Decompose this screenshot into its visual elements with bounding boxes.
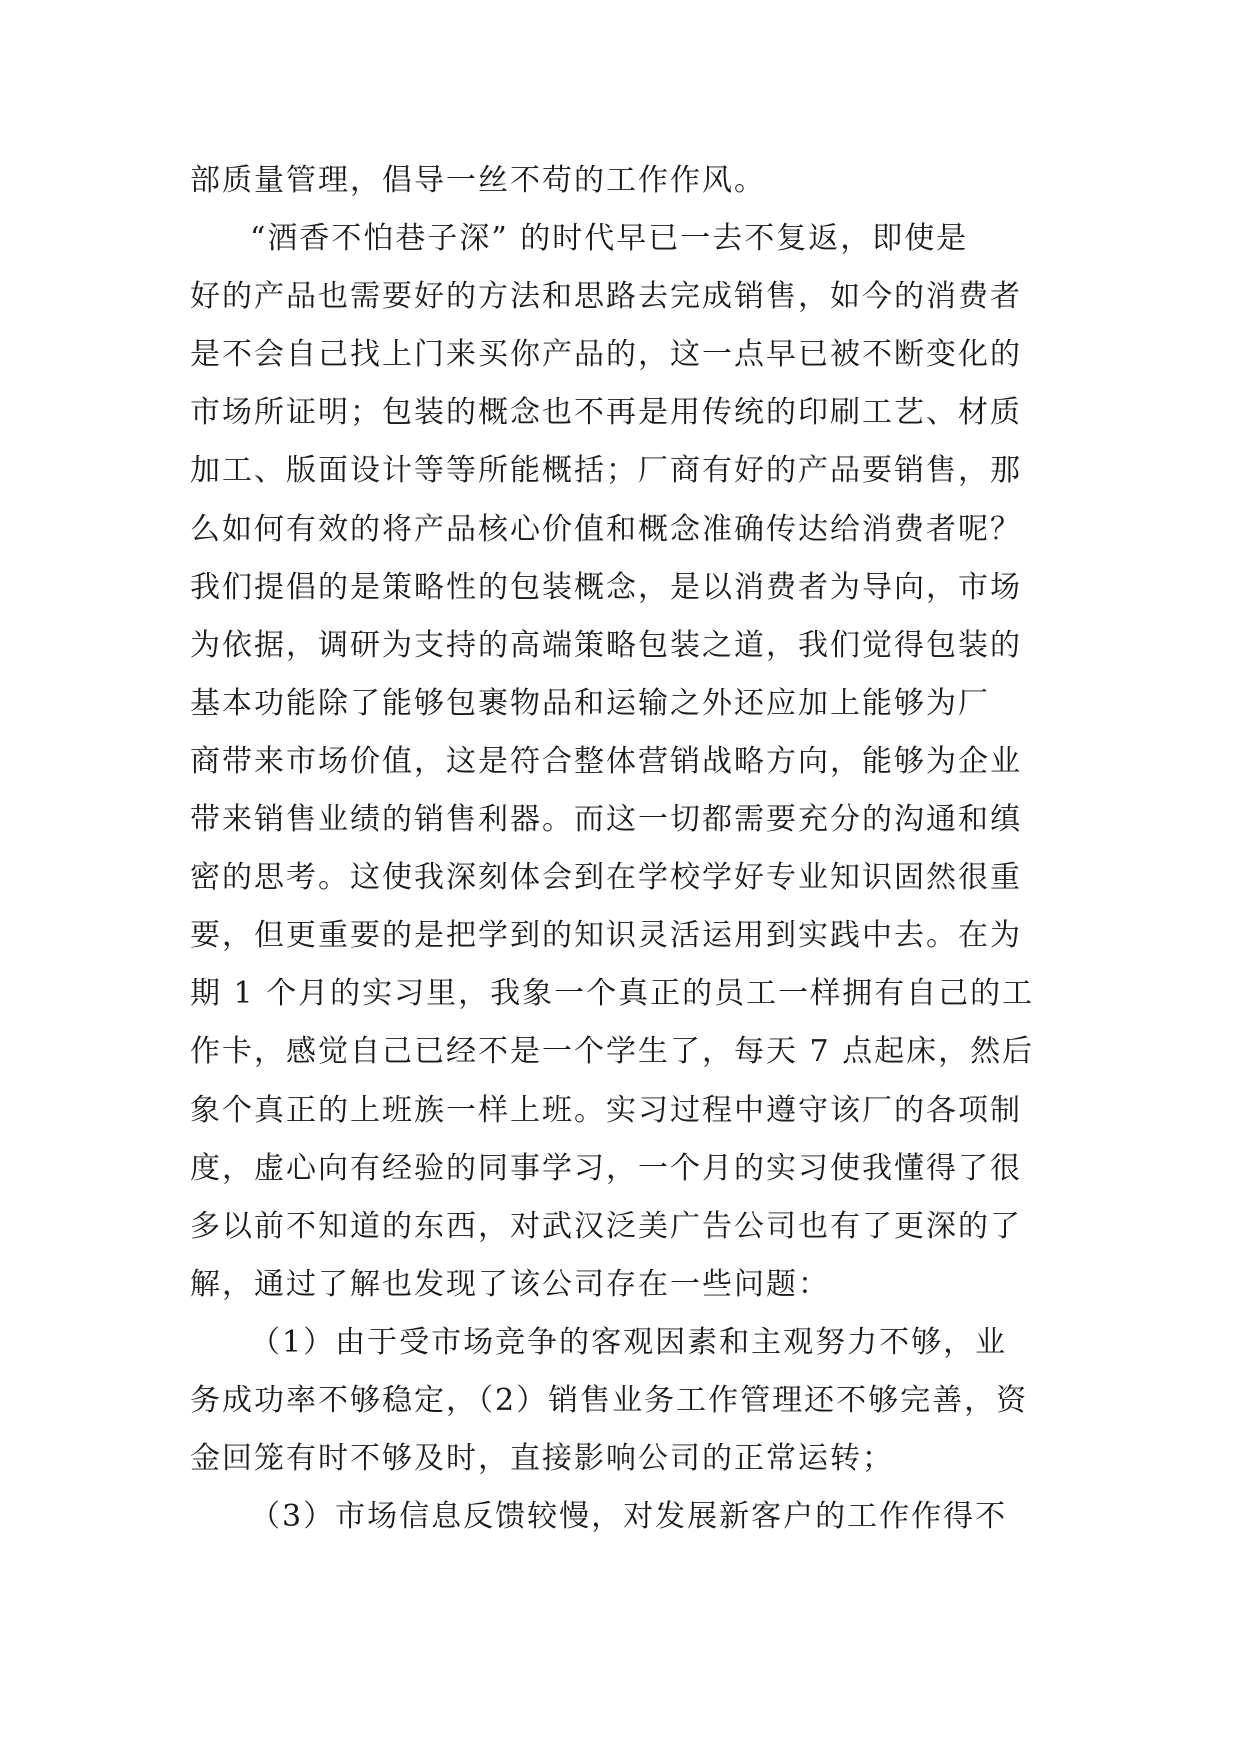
text-line: 么如何有效的将产品核心价值和概念准确传达给消费者呢？ <box>190 511 1022 547</box>
text-line: 带来销售业绩的销售利器。而这一切都需要充分的沟通和缜 <box>190 802 1022 838</box>
paragraph-start-line: “酒香不怕巷子深” 的时代早已一去不复返，即使是 <box>250 221 969 257</box>
text-line: 密的思考。这使我深刻体会到在学校学好专业知识固然很重 <box>190 860 1022 896</box>
text-line: 多以前不知道的东西，对武汉泛美广告公司也有了更深的了 <box>190 1208 1022 1244</box>
text-line: 为依据，调研为支持的高端策略包装之道，我们觉得包装的 <box>190 627 1022 663</box>
text-line: 务成功率不够稳定，（2）销售业务工作管理还不够完善，资 <box>190 1382 1029 1418</box>
paragraph-start-line: （1）由于受市场竞争的客观因素和主观努力不够，业 <box>250 1324 1008 1360</box>
text-line: 部质量管理，倡导一丝不苟的工作作风。 <box>190 163 766 198</box>
text-line: 作卡，感觉自己已经不是一个学生了，每天 7 点起床，然后 <box>190 1034 1035 1070</box>
text-line: 商带来市场价值，这是符合整体营销战略方向，能够为企业 <box>190 743 1022 779</box>
text-line: 好的产品也需要好的方法和思路去完成销售，如今的消费者 <box>190 279 1022 315</box>
text-line: 是不会自己找上门来买你产品的，这一点早已被不断变化的 <box>190 337 1022 373</box>
body-text <box>190 152 1050 1546</box>
text-line: 加工、版面设计等等所能概括；厂商有好的产品要销售，那 <box>190 453 1022 489</box>
text-line: 金回笼有时不够及时，直接影响公司的正常运转； <box>190 1441 894 1477</box>
text-line: 基本功能除了能够包裹物品和运输之外还应加上能够为厂 <box>190 685 990 721</box>
text-line: 解，通过了解也发现了该公司存在一些问题： <box>190 1266 830 1302</box>
text-line: 要，但更重要的是把学到的知识灵活运用到实践中去。在为 <box>190 918 1022 954</box>
paragraph-start-line: （3）市场信息反馈较慢，对发展新客户的工作作得不 <box>250 1499 1008 1535</box>
text-line: 度，虚心向有经验的同事学习，一个月的实习使我懂得了很 <box>190 1150 1022 1186</box>
text-line: 象个真正的上班族一样上班。实习过程中遵守该厂的各项制 <box>190 1092 1022 1128</box>
text-line: 市场所证明；包装的概念也不再是用传统的印刷工艺、材质 <box>190 395 1022 431</box>
text-line: 我们提倡的是策略性的包装概念，是以消费者为导向，市场 <box>190 569 1022 605</box>
text-line: 期 1 个月的实习里，我象一个真正的员工一样拥有自己的工 <box>190 976 1035 1012</box>
